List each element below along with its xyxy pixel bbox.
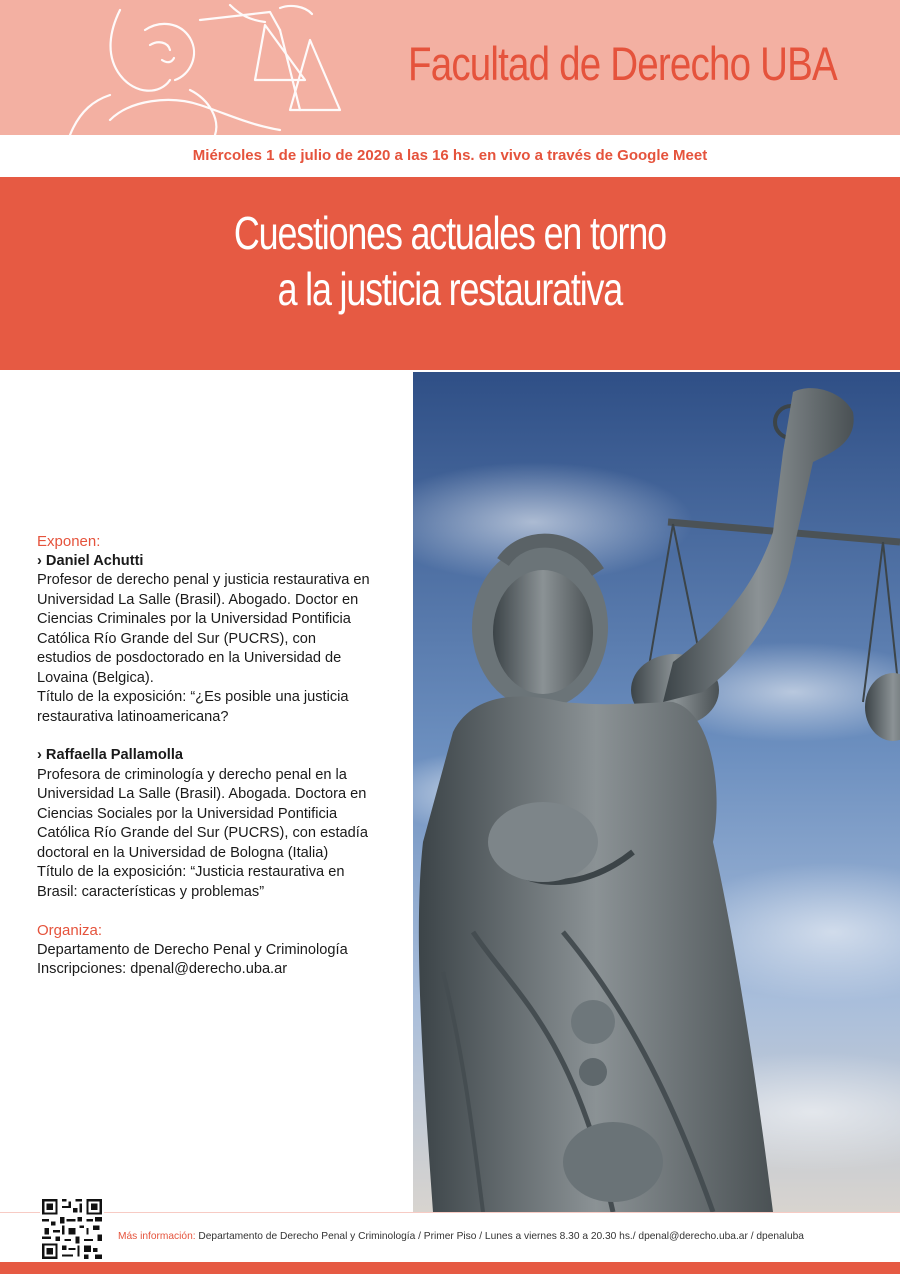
speaker-2-bio-line: Título de la exposición: “Justicia restaurativa en	[37, 864, 345, 880]
speaker-1-bio-line: Título de la exposición: “¿Es posible una justicia	[37, 689, 349, 705]
footer-divider	[0, 1212, 900, 1213]
speaker-2-bio-line: doctoral en la Universidad de Bologna (Italia)	[37, 844, 329, 861]
organiza-line: Inscripciones: dpenal@derecho.uba.ar	[37, 961, 288, 977]
lady-justice-logo	[50, 0, 410, 135]
speaker-2-bio-line: Católica Río Grande del Sur (PUCRS), con estadía	[37, 825, 368, 841]
banner-title-line-2-text: a la justicia restaurativa	[277, 263, 623, 315]
header-title: Facultad de Derecho UBA	[408, 37, 837, 90]
footer-text: Departamento de Derecho Penal y Criminología / Primer Piso / Lunes a viernes 8.30 a 20.30 hs./ dpenal@derecho.uba.ar / dpenaluba	[195, 1231, 804, 1242]
event-date-line: Miércoles 1 de julio de 2020 a las 16 hs. en vivo a través de Google Meet	[0, 135, 900, 177]
footer-label: Más información:	[118, 1231, 196, 1242]
bottom-bar	[0, 1262, 900, 1274]
speakers-section	[37, 532, 409, 980]
speaker-1-bio-line: restaurativa latinoamericana?	[37, 708, 229, 725]
spacer	[37, 727, 409, 746]
banner-title-line-1-text: Cuestiones actuales en torno	[233, 207, 666, 259]
speaker-1-bio-line: Ciencias Criminales por la Universidad Pontificia	[37, 611, 351, 627]
speaker-2-bio	[37, 766, 409, 903]
speaker-2-bio-line: Ciencias Sociales por la Universidad Pontificia	[37, 805, 338, 822]
speaker-1-bio-line: Lovaina (Belgica).	[37, 669, 154, 686]
lady-justice-statue-photo	[413, 372, 900, 1212]
speaker-1-bio-line: estudios de posdoctorado en la Universidad de	[37, 650, 342, 666]
speaker-1-bio-line: Profesor de derecho penal y justicia restaurativa en	[37, 572, 370, 588]
banner-title-line-2	[0, 261, 900, 317]
footer-info	[118, 1231, 804, 1242]
organiza-line: Departamento de Derecho Penal y Criminología	[37, 941, 348, 958]
speaker-2-bio-line: Profesora de criminología y derecho penal en la	[37, 766, 347, 783]
exponen-label: Exponen:	[37, 533, 101, 550]
speaker-1-bio	[37, 571, 409, 727]
speaker-2-bio-line: Universidad La Salle (Brasil). Abogada. Doctora en	[37, 786, 367, 802]
speaker-1-name: › Daniel Achutti	[37, 552, 144, 569]
speaker-2-bio-line: Brasil: características y problemas”	[37, 883, 265, 900]
organiza-label: Organiza:	[37, 922, 103, 939]
qr-code-icon[interactable]	[40, 1197, 104, 1261]
speaker-1-bio-line: Católica Río Grande del Sur (PUCRS), con	[37, 630, 317, 647]
header-band	[0, 0, 900, 135]
banner-title-line-1	[0, 205, 900, 261]
speaker-2-name: › Raffaella Pallamolla	[37, 747, 183, 763]
speaker-1-bio-line: Universidad La Salle (Brasil). Abogado. Doctor en	[37, 591, 359, 608]
spacer	[37, 902, 409, 921]
title-banner	[0, 177, 900, 370]
